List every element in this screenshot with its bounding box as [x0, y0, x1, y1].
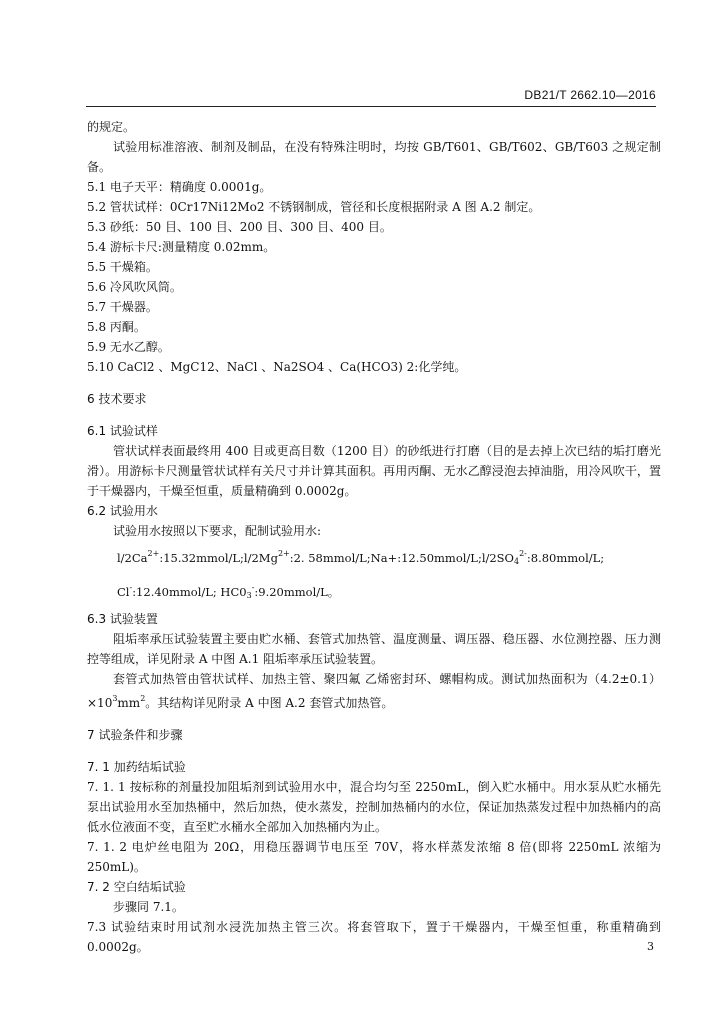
subsection-heading-7-2: 7. 2 空白结垢试验: [87, 880, 186, 894]
section-heading-6: 6 技术要求: [87, 392, 147, 406]
standard-code: DB21/T 2662.10—2016: [524, 88, 656, 102]
item-5-7: 5.7 干燥器。: [87, 300, 158, 314]
formula-line-1: [87, 541, 661, 575]
item-5-8: 5.8 丙酮。: [87, 320, 146, 334]
item-5-9: 5.9 无水乙醇。: [87, 340, 170, 354]
formula-part: Cl: [117, 585, 130, 599]
formula-sup: 2-: [519, 549, 527, 558]
header-rule: [86, 106, 656, 107]
paragraph-test-apparatus: 阻垢率承压试验装置主要由贮水桶、套管式加热管、温度测量、调压器、稳压器、水位测控器、压力测控等组成，详见附录 A 中图 A.1 阻垢率承压试验装置。: [87, 632, 661, 666]
text-sup: 3: [112, 694, 118, 703]
formula-line-2: [87, 575, 661, 609]
paragraph-continuation: 的规定。: [87, 120, 136, 134]
subsection-heading-6-3: 6.3 试验装置: [87, 612, 158, 626]
formula-sup: 2+: [277, 549, 290, 558]
text-part: mm: [117, 696, 141, 710]
paragraph-test-sample: 管状试样表面最终用 400 目或更高目数（1200 目）的砂纸进行打磨（目的是去掉上次已结的垢打磨光滑）。用游标卡尺测量管状试样有关尺寸并计算其面积。再用丙酮、无水乙醇浸泡去掉油脂，用冷风吹干，置于干燥器内，干燥至恒重，质量精确到 0.0002g。: [87, 444, 661, 498]
formula-part: l/2Ca: [117, 551, 148, 565]
text-part: 。其结构详见附录 A 中图 A.2 套管式加热管。: [145, 696, 394, 710]
item-5-2: 5.2 管状试样：0Cr17Ni12Mo2 不锈钢制成，管径和长度根据附录 A 图 A.2 制定。: [87, 200, 541, 214]
formula-sub: 3: [246, 591, 252, 600]
subsection-heading-7-1: 7. 1 加药结垢试验: [87, 760, 186, 774]
item-5-6: 5.6 冷风吹风筒。: [87, 280, 182, 294]
formula-part: :8.80mmol/L;: [526, 551, 605, 565]
item-7-1-1: 7. 1. 1 按标称的剂量投加阻垢剂到试验用水中，混合均匀至 2250mL，倒入贮水桶中。用水泵从贮水桶先泵出试验用水至加热桶中，然后加热，使水蒸发，控制加热桶内的水位，保证加热蒸发过程中加热桶内的高低水位液面不变，直至贮水桶水全部加入加热桶内为止。: [87, 780, 661, 834]
paragraph-heating-tube: [87, 669, 661, 713]
paragraph-test-water: 试验用水按照以下要求，配制试验用水:: [113, 524, 322, 538]
item-5-4: 5.4 游标卡尺:测量精度 0.02mm。: [87, 240, 276, 254]
formula-sup: 2+: [147, 549, 160, 558]
formula-sup: -: [129, 583, 133, 592]
item-5-5: 5.5 干燥箱。: [87, 260, 158, 274]
formula-part: :15.32mmol/L;l/2Mg: [159, 551, 278, 565]
formula-part: :12.40mmol/L; HC0: [132, 585, 247, 599]
item-5-3: 5.3 砂纸：50 目、100 目、200 目、300 目、400 目。: [87, 220, 392, 234]
subsection-heading-6-1: 6.1 试验试样: [87, 424, 158, 438]
formula-sup: -: [251, 583, 255, 592]
page-number: 3: [647, 940, 654, 953]
paragraph-step-same: 步骤同 7.1。: [113, 900, 184, 914]
subsection-heading-6-2: 6.2 试验用水: [87, 504, 158, 518]
formula-part: :9.20mmol/L。: [254, 585, 340, 599]
item-5-10: 5.10 CaCl2 、MgC12、NaCl 、Na2SO4 、Ca(HCO3) 2:化学纯。: [87, 360, 467, 374]
document-body: [87, 117, 661, 957]
paragraph-standard-solutions: 试验用标准溶液、制剂及制品，在没有特殊注明时，均按 GB/T601、GB/T602、GB/T603 之规定制备。: [87, 140, 661, 174]
section-heading-7: 7 试验条件和步骤: [87, 728, 183, 742]
text-sup: 2: [140, 694, 146, 703]
formula-sub: 4: [514, 557, 520, 566]
text-part: 套管式加热管由管状试样、加热主管、聚四氟 乙烯密封环、螺帽构成。测试加热面积为（4.2±0.1）×10: [87, 672, 661, 710]
formula-part: :2. 58mmol/L;Na+:12.50mmol/L;l/2SO: [289, 551, 514, 565]
item-7-1-2: 7. 1. 2 电炉丝电阻为 20Ω，用稳压器调节电压至 70V，将水样蒸发浓缩 8 倍(即将 2250mL 浓缩为 250mL)。: [87, 840, 661, 874]
item-7-3: 7.3 试验结束时用试剂水浸洗加热主管三次。将套管取下，置于干燥器内，干燥至恒重，称重精确到 0.0002g。: [87, 920, 661, 954]
item-5-1: 5.1 电子天平：精确度 0.0001g。: [87, 180, 272, 194]
